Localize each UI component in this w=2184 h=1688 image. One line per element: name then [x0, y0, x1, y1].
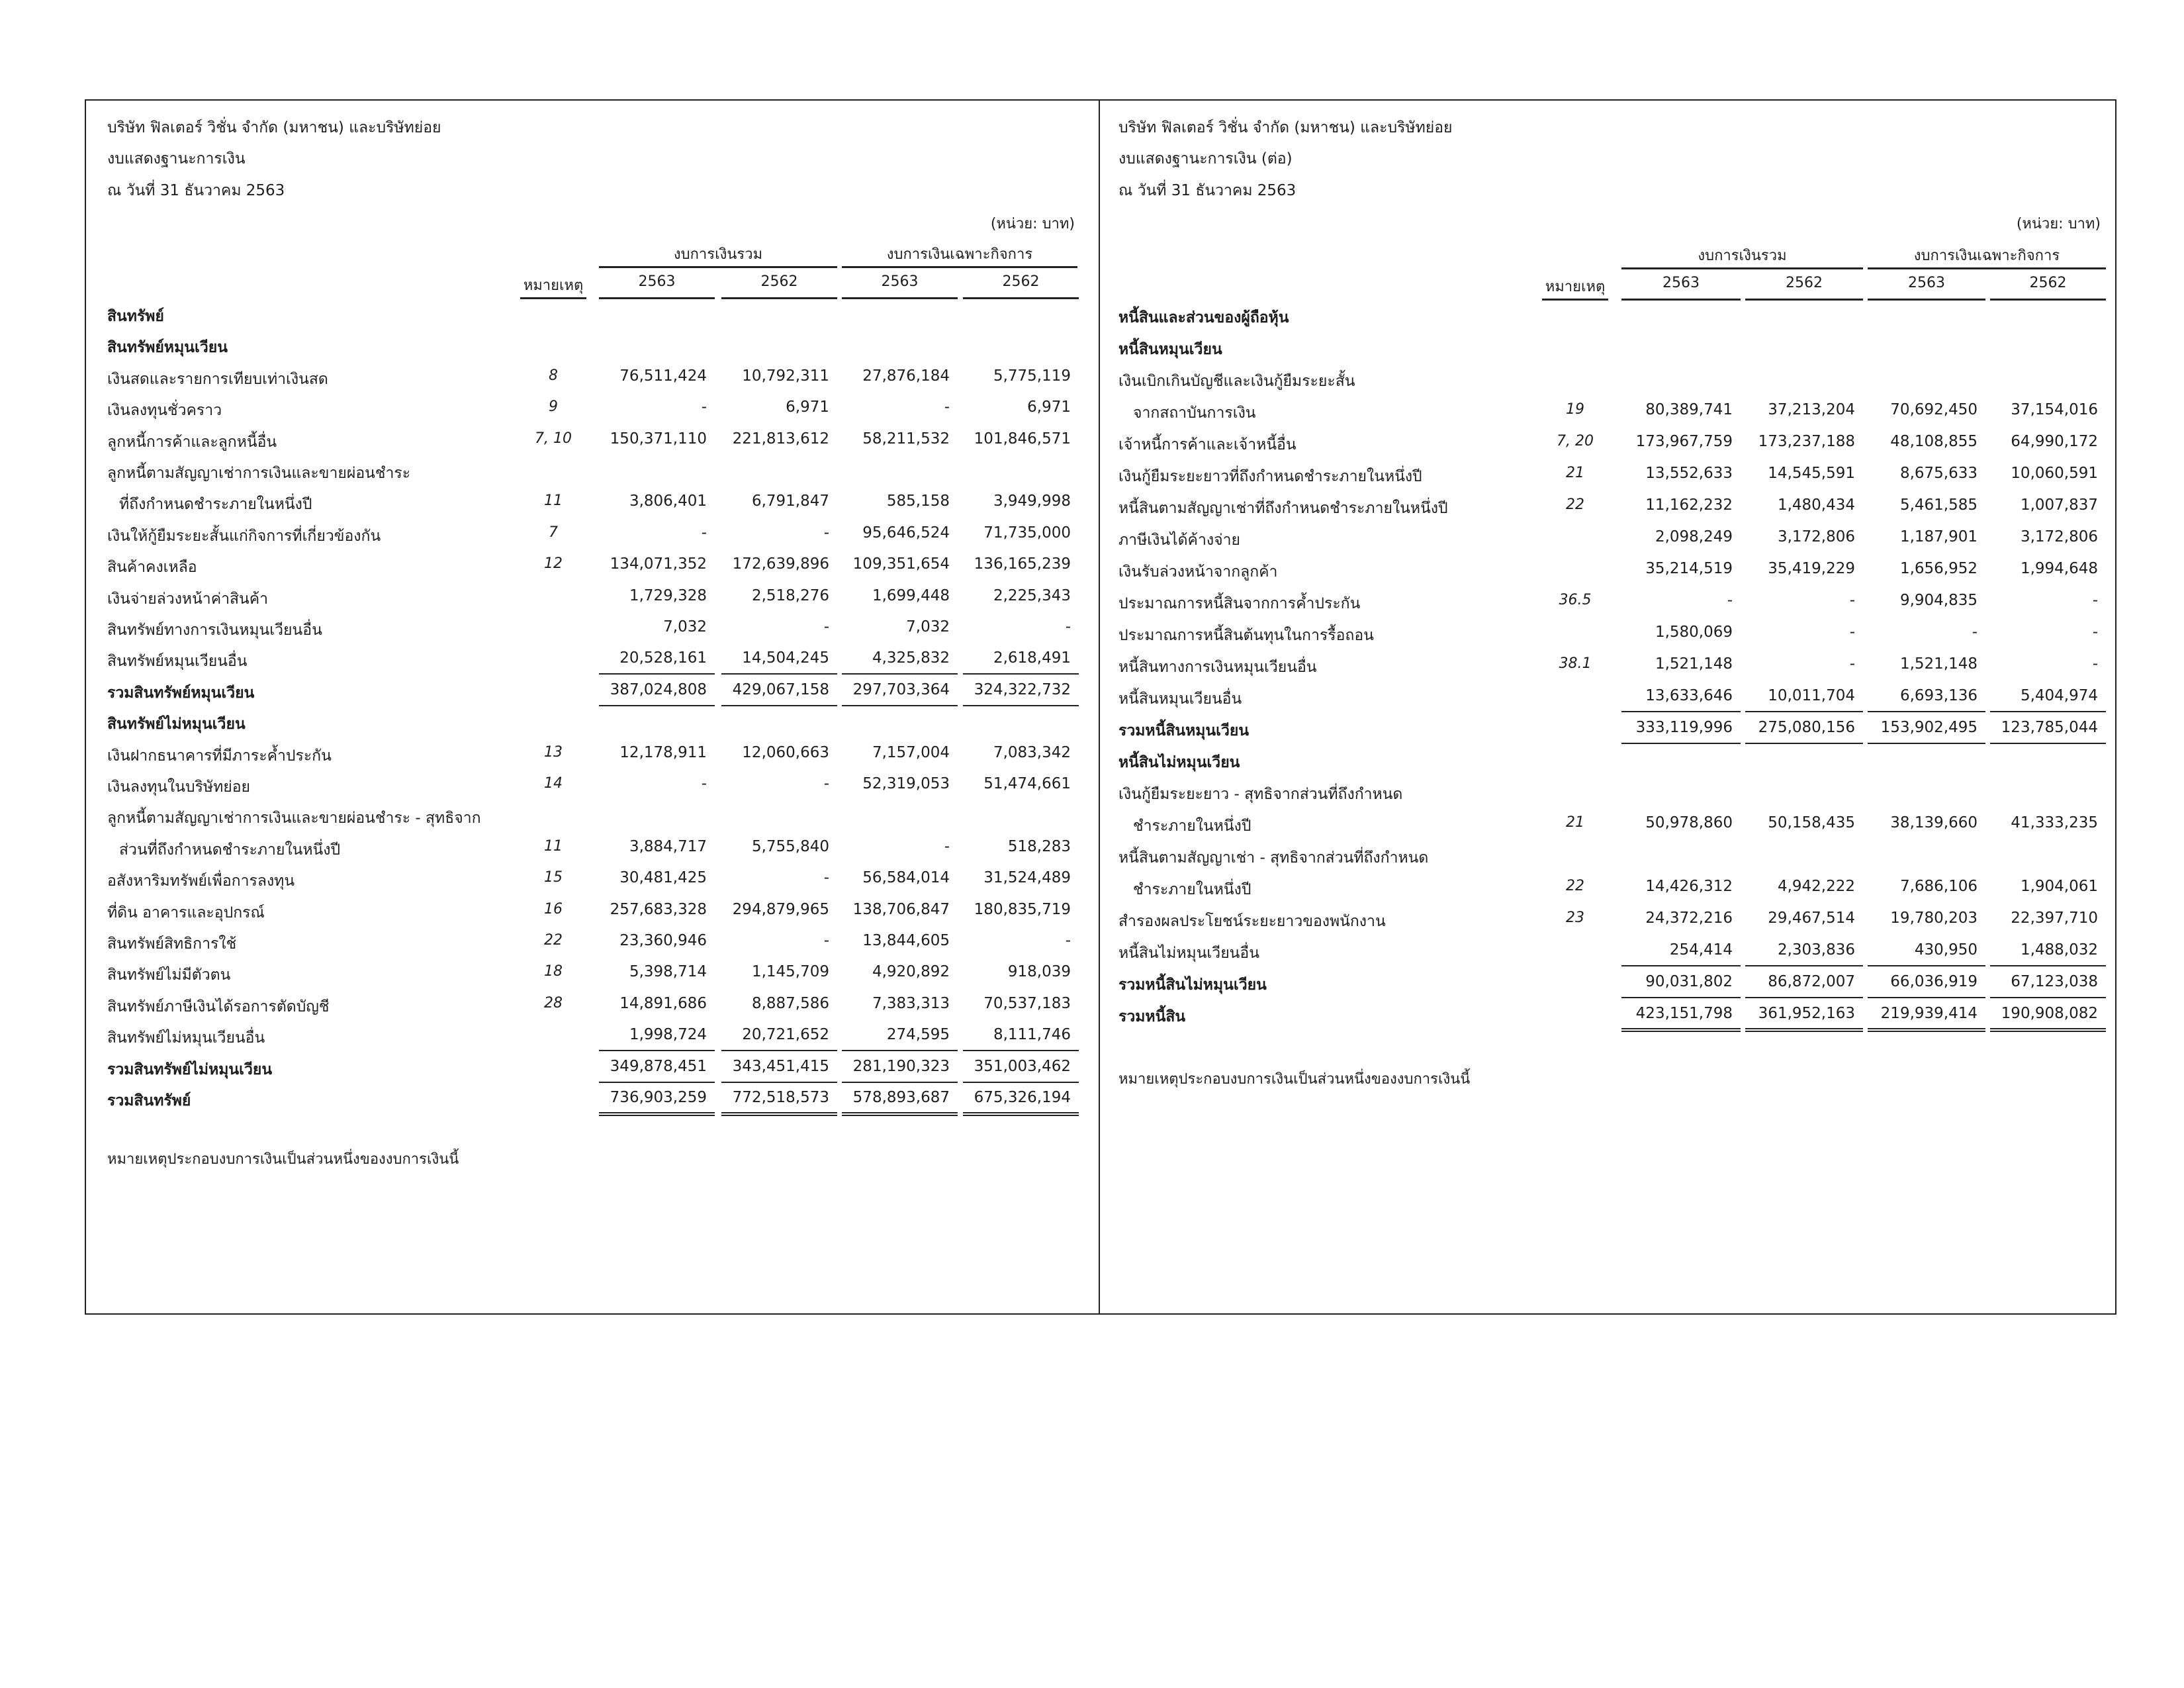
- row-label: เงินลงทุนในบริษัทย่อย: [107, 778, 251, 796]
- row-value: 3,172,806: [1777, 528, 1855, 545]
- row-value: -: [1972, 624, 1978, 641]
- row-value: 7,032: [906, 618, 950, 635]
- row-value: 3,884,717: [629, 838, 707, 855]
- single-underline: [1621, 965, 1741, 966]
- row-value: 136,165,239: [974, 555, 1071, 573]
- row-label: เงินสดและรายการเทียบเท่าเงินสด: [107, 371, 328, 388]
- row-value: 387,024,808: [610, 681, 707, 698]
- row-value: 6,971: [786, 399, 829, 416]
- statement-title: งบแสดงฐานะการเงิน: [107, 150, 246, 167]
- row-value: 4,920,892: [872, 963, 950, 980]
- row-value: 1,729,328: [629, 587, 707, 604]
- row-value: 14,426,312: [1645, 878, 1733, 895]
- row-value: 3,949,998: [993, 492, 1071, 510]
- row-label: สินทรัพย์ไม่หมุนเวียนอื่น: [107, 1029, 265, 1047]
- row-value: 90,031,802: [1645, 973, 1733, 990]
- year-header: 2563: [881, 273, 919, 290]
- row-label: หนี้สินหมุนเวียนอื่น: [1118, 690, 1242, 708]
- row-note: 23: [1566, 910, 1584, 926]
- row-value: 294,879,965: [732, 901, 829, 918]
- row-value: 4,942,222: [1777, 878, 1855, 895]
- row-value: 22,397,710: [2011, 910, 2098, 927]
- row-value: 585,158: [886, 492, 950, 510]
- row-value: -: [944, 838, 950, 855]
- row-value: 221,813,612: [732, 430, 829, 447]
- row-note: 21: [1566, 465, 1584, 481]
- row-value: 41,333,235: [2011, 814, 2098, 831]
- row-value: 5,775,119: [993, 367, 1071, 385]
- row-value: 7,083,342: [993, 744, 1071, 761]
- row-value: 29,467,514: [1768, 910, 1855, 927]
- row-value: 2,225,343: [993, 587, 1071, 604]
- row-label: ชำระภายในหนึ่งปี: [1133, 818, 1251, 835]
- row-value: 38,139,660: [1890, 814, 1978, 831]
- row-value: 274,595: [886, 1026, 950, 1043]
- row-value: 1,904,061: [2020, 878, 2098, 895]
- row-value: 64,990,172: [2011, 433, 2098, 450]
- row-label: สินทรัพย์หมุนเวียนอื่น: [107, 653, 248, 670]
- row-label: ลูกหนี้การค้าและลูกหนี้อื่น: [107, 434, 277, 451]
- row-value: 5,404,974: [2020, 687, 2098, 704]
- single-underline: [1745, 965, 1863, 966]
- year-header: 2563: [1662, 275, 1700, 291]
- row-label: อสังหาริมทรัพย์เพื่อการลงทุน: [107, 872, 295, 890]
- row-value: -: [2092, 624, 2098, 641]
- row-value: -: [1849, 624, 1855, 641]
- row-value: 772,518,573: [732, 1089, 829, 1106]
- row-value: 8,111,746: [993, 1026, 1071, 1043]
- row-value: 5,398,714: [629, 963, 707, 980]
- row-value: 56,584,014: [862, 869, 950, 886]
- single-underline: [1990, 711, 2106, 712]
- row-value: -: [1849, 655, 1855, 673]
- row-value: 1,656,952: [1899, 560, 1978, 577]
- unit-label: (หน่วย: บาท): [990, 216, 1075, 232]
- row-value: 1,480,434: [1777, 496, 1855, 514]
- row-label: เงินเบิกเกินบัญชีและเงินกู้ยืมระยะสั้น: [1118, 373, 1355, 390]
- row-value: -: [1065, 618, 1071, 635]
- row-value: 1,007,837: [2020, 496, 2098, 514]
- row-note: 19: [1566, 401, 1584, 418]
- double-underline: [1745, 1028, 1863, 1032]
- row-value: -: [823, 869, 829, 886]
- row-value: 2,518,276: [751, 587, 829, 604]
- row-value: -: [1727, 592, 1733, 609]
- row-value: 66,036,919: [1890, 973, 1978, 990]
- row-note: 18: [544, 963, 563, 980]
- row-label: จากสถาบันการเงิน: [1133, 404, 1256, 422]
- row-value: 71,735,000: [983, 524, 1071, 541]
- row-label: สินทรัพย์ไม่มีตัวตน: [107, 966, 231, 984]
- row-value: 27,876,184: [862, 367, 950, 385]
- row-note: 13: [544, 744, 563, 761]
- row-value: 13,552,633: [1645, 465, 1733, 482]
- row-value: 1,998,724: [629, 1026, 707, 1043]
- row-label: ประมาณการหนี้สินจากการค้ำประกัน: [1118, 595, 1361, 612]
- row-value: 37,154,016: [2011, 401, 2098, 418]
- group-separate: งบการเงินเฉพาะกิจการ: [886, 246, 1033, 263]
- group-separate-rule: [1868, 267, 2106, 269]
- year-header-rule: [1745, 299, 1863, 301]
- row-note: 22: [544, 932, 563, 949]
- single-underline: [1868, 997, 1985, 998]
- row-value: 67,123,038: [2011, 973, 2098, 990]
- row-value: 20,721,652: [742, 1026, 829, 1043]
- year-header: 2562: [1002, 273, 1040, 290]
- row-value: 109,351,654: [852, 555, 950, 573]
- row-value: 95,646,524: [862, 524, 950, 541]
- group-separate: งบการเงินเฉพาะกิจการ: [1913, 248, 2060, 264]
- row-value: 675,326,194: [974, 1089, 1071, 1106]
- row-value: 5,755,840: [751, 838, 829, 855]
- row-note: 7: [549, 524, 558, 541]
- single-underline: [1745, 997, 1863, 998]
- note-header: หมายเหตุ: [1545, 279, 1606, 295]
- row-value: 10,792,311: [742, 367, 829, 385]
- row-value: -: [701, 775, 707, 792]
- row-label: หนี้สินและส่วนของผู้ถือหุ้น: [1118, 309, 1289, 326]
- row-note: 9: [549, 399, 558, 415]
- row-value: 31,524,489: [983, 869, 1071, 886]
- row-value: 3,806,401: [629, 492, 707, 510]
- year-header-rule: [1990, 299, 2106, 301]
- row-value: 351,003,462: [974, 1058, 1071, 1075]
- row-label: ภาษีเงินได้ค้างจ่าย: [1118, 532, 1240, 549]
- row-value: -: [701, 399, 707, 416]
- row-value: 10,011,704: [1768, 687, 1855, 704]
- year-header: 2562: [760, 273, 798, 290]
- row-value: 24,372,216: [1645, 910, 1733, 927]
- row-note: 14: [544, 775, 563, 792]
- row-value: 423,151,798: [1635, 1005, 1733, 1022]
- row-label: หนี้สินทางการเงินหมุนเวียนอื่น: [1118, 659, 1317, 676]
- statement-date: ณ วันที่ 31 ธันวาคม 2563: [1118, 182, 1297, 199]
- company-name: บริษัท ฟิลเตอร์ วิชั่น จำกัด (มหาชน) และบริษัทย่อย: [107, 119, 441, 136]
- row-value: 324,322,732: [974, 681, 1071, 698]
- year-header-rule: [1621, 299, 1741, 301]
- row-value: 333,119,996: [1635, 719, 1733, 736]
- unit-label: (หน่วย: บาท): [2016, 216, 2101, 232]
- row-value: 13,844,605: [862, 932, 950, 949]
- row-value: 2,618,491: [993, 649, 1071, 667]
- row-value: -: [1849, 592, 1855, 609]
- row-value: 30,481,425: [619, 869, 707, 886]
- row-value: 180,835,719: [974, 901, 1071, 918]
- row-value: 48,108,855: [1890, 433, 1978, 450]
- row-label: หนี้สินไม่หมุนเวียนอื่น: [1118, 945, 1259, 962]
- row-value: 51,474,661: [983, 775, 1071, 792]
- row-label: สินทรัพย์สิทธิการใช้: [107, 935, 237, 953]
- row-value: 1,145,709: [751, 963, 829, 980]
- row-value: 918,039: [1007, 963, 1071, 980]
- single-underline: [1621, 711, 1741, 712]
- row-label: สินทรัพย์ทางการเงินหมุนเวียนอื่น: [107, 622, 322, 639]
- row-label: สินทรัพย์ภาษีเงินได้รอการตัดบัญชี: [107, 998, 330, 1015]
- row-label: ชำระภายในหนึ่งปี: [1133, 881, 1251, 898]
- row-value: 257,683,328: [610, 901, 707, 918]
- footnote: หมายเหตุประกอบงบการเงินเป็นส่วนหนึ่งของงบการเงินนี้: [1118, 1071, 1471, 1088]
- row-value: 219,939,414: [1880, 1005, 1978, 1022]
- row-value: 361,952,163: [1758, 1005, 1855, 1022]
- single-underline: [1621, 743, 1741, 744]
- row-value: 52,319,053: [862, 775, 950, 792]
- row-value: 19,780,203: [1890, 910, 1978, 927]
- row-value: 254,414: [1669, 941, 1733, 959]
- row-value: 430,950: [1914, 941, 1978, 959]
- row-value: 349,878,451: [610, 1058, 707, 1075]
- row-note: 21: [1566, 814, 1584, 831]
- row-value: 7,383,313: [872, 995, 950, 1012]
- row-value: 80,389,741: [1645, 401, 1733, 418]
- note-header: หมายเหตุ: [523, 277, 584, 294]
- row-label: ลูกหนี้ตามสัญญาเช่าการเงินและขายผ่อนชำระ - สุทธิจาก: [107, 810, 481, 827]
- row-value: 123,785,044: [2001, 719, 2098, 736]
- row-label: รวมหนี้สิน: [1118, 1008, 1186, 1025]
- group-consolidated-rule: [1621, 267, 1863, 269]
- row-label: ลูกหนี้ตามสัญญาเช่าการเงินและขายผ่อนชำระ: [107, 465, 411, 482]
- row-value: 1,699,448: [872, 587, 950, 604]
- row-note: 7, 10: [535, 430, 572, 447]
- row-value: 101,846,571: [974, 430, 1071, 447]
- row-value: 429,067,158: [732, 681, 829, 698]
- company-name: บริษัท ฟิลเตอร์ วิชั่น จำกัด (มหาชน) และบริษัทย่อย: [1118, 119, 1453, 136]
- row-label: เงินกู้ยืมระยะยาว - สุทธิจากส่วนที่ถึงกำหนด: [1118, 786, 1403, 803]
- row-value: 13,633,646: [1645, 687, 1733, 704]
- row-value: 1,488,032: [2020, 941, 2098, 959]
- row-label: เงินฝากธนาคารที่มีภาระค้ำประกัน: [107, 747, 332, 765]
- row-value: 1,580,069: [1655, 624, 1733, 641]
- row-label: สินทรัพย์ไม่หมุนเวียน: [107, 716, 246, 733]
- row-value: 7,686,106: [1899, 878, 1978, 895]
- single-underline: [1868, 743, 1985, 744]
- row-value: 86,872,007: [1768, 973, 1855, 990]
- row-value: 10,060,591: [2011, 465, 2098, 482]
- row-value: 11,162,232: [1645, 496, 1733, 514]
- single-underline: [1868, 711, 1985, 712]
- row-value: -: [2092, 592, 2098, 609]
- row-note: 36.5: [1559, 592, 1592, 608]
- row-value: 1,187,901: [1899, 528, 1978, 545]
- row-label: สินทรัพย์: [107, 308, 164, 325]
- row-note: 7, 20: [1557, 433, 1594, 449]
- row-note: 11: [544, 492, 563, 509]
- row-label: หนี้สินหมุนเวียน: [1118, 341, 1222, 358]
- single-underline: [1621, 997, 1741, 998]
- row-value: 518,283: [1007, 838, 1071, 855]
- row-value: 736,903,259: [610, 1089, 707, 1106]
- row-value: 70,537,183: [983, 995, 1071, 1012]
- row-value: -: [701, 524, 707, 541]
- row-label: สำรองผลประโยชน์ระยะยาวของพนักงาน: [1118, 913, 1386, 930]
- row-label: ประมาณการหนี้สินต้นทุนในการรื้อถอน: [1118, 627, 1374, 644]
- row-note: 11: [544, 838, 563, 855]
- row-note: 22: [1566, 878, 1584, 894]
- row-value: 9,904,835: [1899, 592, 1978, 609]
- year-header-rule: [1868, 299, 1985, 301]
- row-value: -: [823, 775, 829, 792]
- row-value: 20,528,161: [619, 649, 707, 667]
- row-value: 70,692,450: [1890, 401, 1978, 418]
- row-value: 76,511,424: [619, 367, 707, 385]
- row-value: 23,360,946: [619, 932, 707, 949]
- row-label: เงินลงทุนชั่วคราว: [107, 402, 222, 419]
- row-value: -: [1065, 932, 1071, 949]
- note-header-rule: [1542, 299, 1608, 301]
- row-value: 35,419,229: [1768, 560, 1855, 577]
- row-value: 6,971: [1027, 399, 1071, 416]
- row-value: -: [944, 399, 950, 416]
- statement-title: งบแสดงฐานะการเงิน (ต่อ): [1118, 150, 1293, 167]
- row-value: 14,545,591: [1768, 465, 1855, 482]
- row-value: 190,908,082: [2001, 1005, 2098, 1022]
- row-note: 15: [544, 869, 563, 886]
- row-label: รวมสินทรัพย์ไม่หมุนเวียน: [107, 1061, 273, 1078]
- row-value: 14,504,245: [742, 649, 829, 667]
- single-underline: [1868, 965, 1985, 966]
- row-note: 22: [1566, 496, 1584, 513]
- row-label: รวมสินทรัพย์: [107, 1092, 191, 1109]
- row-label: เงินให้กู้ยืมระยะสั้นแก่กิจการที่เกี่ยวข้องกัน: [107, 528, 381, 545]
- row-note: 12: [544, 555, 563, 572]
- row-label: รวมหนี้สินไม่หมุนเวียน: [1118, 976, 1267, 994]
- row-label: ที่ถึงกำหนดชำระภายในหนึ่งปี: [119, 496, 312, 513]
- year-header: 2562: [2029, 275, 2067, 291]
- row-label: หนี้สินตามสัญญาเช่า - สุทธิจากส่วนที่ถึงกำหนด: [1118, 849, 1429, 867]
- row-label: ที่ดิน อาคารและอุปกรณ์: [107, 904, 265, 921]
- row-value: 50,158,435: [1768, 814, 1855, 831]
- year-header: 2563: [638, 273, 676, 290]
- row-value: 6,693,136: [1899, 687, 1978, 704]
- row-value: 5,461,585: [1899, 496, 1978, 514]
- row-note: 38.1: [1559, 655, 1592, 672]
- row-value: 2,303,836: [1777, 941, 1855, 959]
- row-value: 297,703,364: [852, 681, 950, 698]
- row-value: 7,032: [663, 618, 707, 635]
- row-value: 2,098,249: [1655, 528, 1733, 545]
- row-label: ส่วนที่ถึงกำหนดชำระภายในหนึ่งปี: [119, 841, 341, 859]
- row-value: 14,891,686: [619, 995, 707, 1012]
- row-label: เจ้าหนี้การค้าและเจ้าหนี้อื่น: [1118, 436, 1297, 453]
- row-value: 172,639,896: [732, 555, 829, 573]
- row-label: หนี้สินตามสัญญาเช่าที่ถึงกำหนดชำระภายในหนึ่งปี: [1118, 500, 1448, 517]
- row-value: 578,893,687: [852, 1089, 950, 1106]
- row-label: เงินกู้ยืมระยะยาวที่ถึงกำหนดชำระภายในหนึ่งปี: [1118, 468, 1422, 485]
- statement-date: ณ วันที่ 31 ธันวาคม 2563: [107, 182, 285, 199]
- single-underline: [1745, 711, 1863, 712]
- row-label: เงินรับล่วงหน้าจากลูกค้า: [1118, 563, 1278, 581]
- row-value: 3,172,806: [2020, 528, 2098, 545]
- row-value: 173,237,188: [1758, 433, 1855, 450]
- row-value: 138,706,847: [852, 901, 950, 918]
- row-value: 50,978,860: [1645, 814, 1733, 831]
- row-value: 6,791,847: [751, 492, 829, 510]
- row-value: 58,211,532: [862, 430, 950, 447]
- row-label: หนี้สินไม่หมุนเวียน: [1118, 754, 1240, 771]
- row-value: -: [2092, 655, 2098, 673]
- row-value: -: [823, 932, 829, 949]
- row-value: 1,521,148: [1655, 655, 1733, 673]
- row-label: สินทรัพย์หมุนเวียน: [107, 339, 228, 356]
- row-value: -: [823, 524, 829, 541]
- single-underline: [1745, 743, 1863, 744]
- row-value: 1,994,648: [2020, 560, 2098, 577]
- single-underline: [1990, 743, 2106, 744]
- row-value: 343,451,415: [732, 1058, 829, 1075]
- row-value: 4,325,832: [872, 649, 950, 667]
- row-value: 173,967,759: [1635, 433, 1733, 450]
- row-value: -: [823, 618, 829, 635]
- row-value: 7,157,004: [872, 744, 950, 761]
- row-value: 12,060,663: [742, 744, 829, 761]
- row-value: 12,178,911: [619, 744, 707, 761]
- row-label: รวมหนี้สินหมุนเวียน: [1118, 722, 1250, 739]
- double-underline: [1621, 1028, 1741, 1032]
- row-note: 8: [549, 367, 558, 384]
- row-label: รวมสินทรัพย์หมุนเวียน: [107, 684, 255, 702]
- row-label: สินค้าคงเหลือ: [107, 559, 197, 576]
- row-value: 8,675,633: [1899, 465, 1978, 482]
- row-value: 8,887,586: [751, 995, 829, 1012]
- year-header: 2562: [1786, 275, 1823, 291]
- row-value: 153,902,495: [1880, 719, 1978, 736]
- double-underline: [1868, 1028, 1985, 1032]
- row-value: 150,371,110: [610, 430, 707, 447]
- row-label: เงินจ่ายล่วงหน้าค่าสินค้า: [107, 590, 269, 608]
- single-underline: [1990, 997, 2106, 998]
- row-value: 275,080,156: [1758, 719, 1855, 736]
- footnote: หมายเหตุประกอบงบการเงินเป็นส่วนหนึ่งของงบการเงินนี้: [107, 1151, 459, 1168]
- row-note: 28: [544, 995, 563, 1011]
- row-value: 35,214,519: [1645, 560, 1733, 577]
- single-underline: [1990, 965, 2106, 966]
- row-note: 16: [544, 901, 563, 917]
- group-consolidated: งบการเงินรวม: [1698, 248, 1787, 264]
- double-underline: [1990, 1028, 2106, 1032]
- row-value: 1,521,148: [1899, 655, 1978, 673]
- year-header: 2563: [1908, 275, 1945, 291]
- row-value: 281,190,323: [852, 1058, 950, 1075]
- row-value: 134,071,352: [610, 555, 707, 573]
- group-consolidated: งบการเงินรวม: [673, 246, 763, 263]
- row-value: 37,213,204: [1768, 401, 1855, 418]
